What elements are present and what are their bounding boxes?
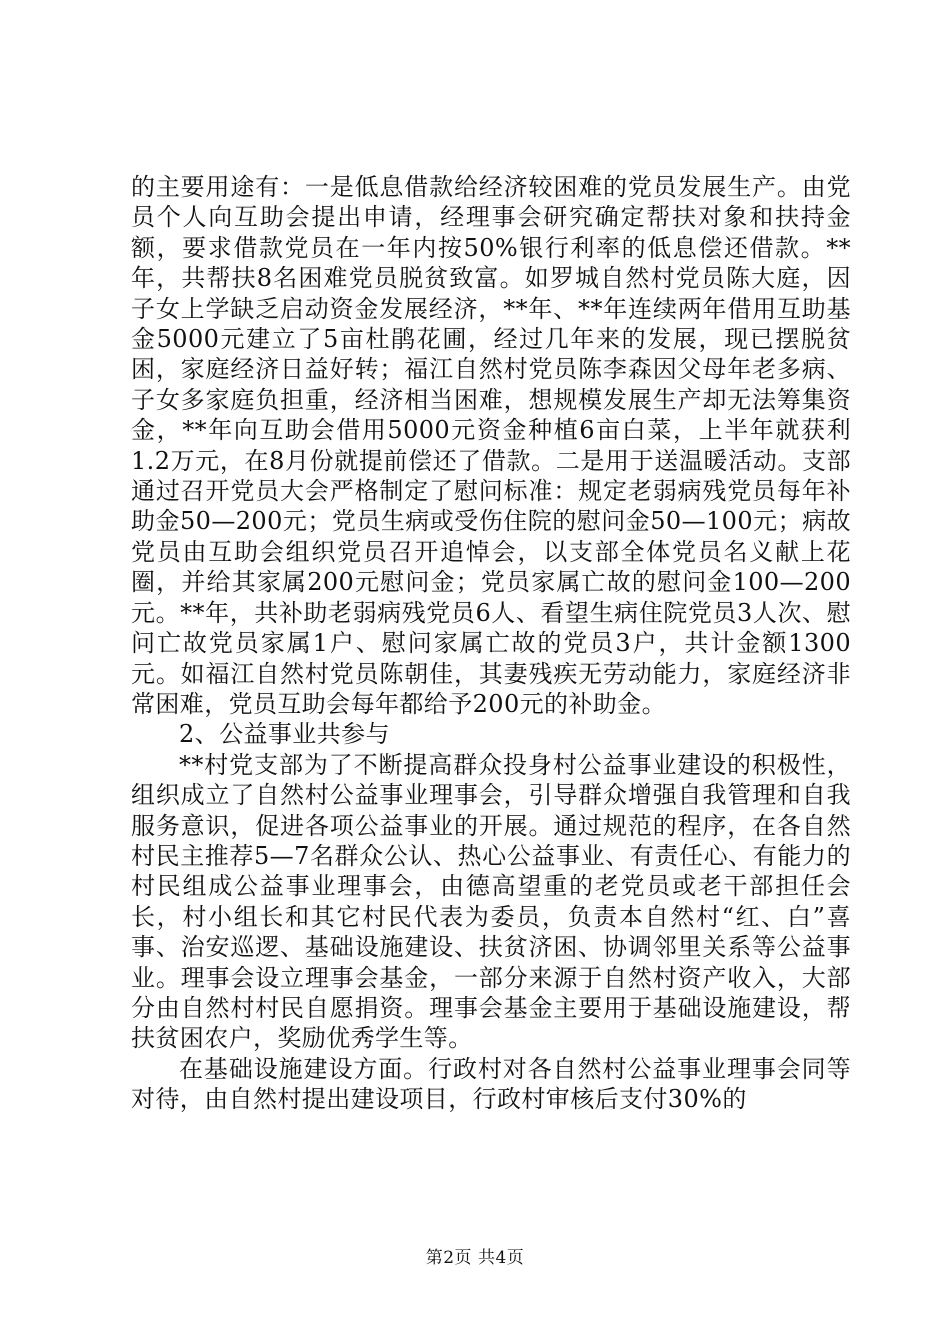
document-body [131,172,851,1115]
page-number-footer: 第2页 共4页 [425,1248,525,1268]
paragraph-public-welfare-council: **村党支部为了不断提高群众投身村公益事业建设的积极性，组织成立了自然村公益事业理事会，引导群众增强自我管理和自我服务意识，促进各项公益事业的开展。通过规范的程序，在各自然村民主推荐5—7名群众公认、热心公益事业、有责任心、有能力的村民组成公益事业理事会，由德高望重的老党员或老干部担任会长，村小组长和其它村民代表为委员，负责本自然村“红、白”喜事、治安巡逻、基础设施建设、扶贫济困、协调邻里关系等公益事业。理事会设立理事会基金，一部分来源于自然村资产收入，大部分由自然村村民自愿捐资。理事会基金主要用于基础设施建设，帮扶贫困农户，奖励优秀学生等。 [131,750,851,1053]
paragraph-infrastructure: 在基础设施建设方面。行政村对各自然村公益事业理事会同等对待，由自然村提出建设项目，行政村审核后支付30%的 [131,1054,851,1114]
section-heading-public-welfare: 2、公益事业共参与 [179,720,390,749]
paragraph-mutual-aid-fund-usage: 的主要用途有：一是低息借款给经济较困难的党员发展生产。由党员个人向互助会提出申请，经理事会研究确定帮扶对象和扶持金额，要求借款党员在一年内按50%银行利率的低息偿还借款。**年，共帮扶8名困难党员脱贫致富。如罗城自然村党员陈大庭，因子女上学缺乏启动资金发展经济，**年、**年连续两年借用互助基金5000元建立了5亩杜鹃花圃，经过几年来的发展，现已摆脱贫困，家庭经济日益好转；福江自然村党员陈李森因父母年老多病、子女多家庭负担重，经济相当困难，想规模发展生产却无法筹集资金，**年向互助会借用5000元资金种植6亩白菜，上半年就获利1.2万元，在8月份就提前偿还了借款。二是用于送温暖活动。支部通过召开党员大会严格制定了慰问标准：规定老弱病残党员每年补助金50—200元；党员生病或受伤住院的慰问金50—100元；病故党员由互助会组织党员召开追悼会，以支部全体党员名义献上花圈，并给其家属200元慰问金；党员家属亡故的慰问金100—200元。**年，共补助老弱病残党员6人、看望生病住院党员3人次、慰问亡故党员家属1户、慰问家属亡故的党员3户，共计金额1300元。如福江自然村党员陈朝佳，其妻残疾无劳动能力，家庭经济非常困难，党员互助会每年都给予200元的补助金。 [131,173,851,718]
